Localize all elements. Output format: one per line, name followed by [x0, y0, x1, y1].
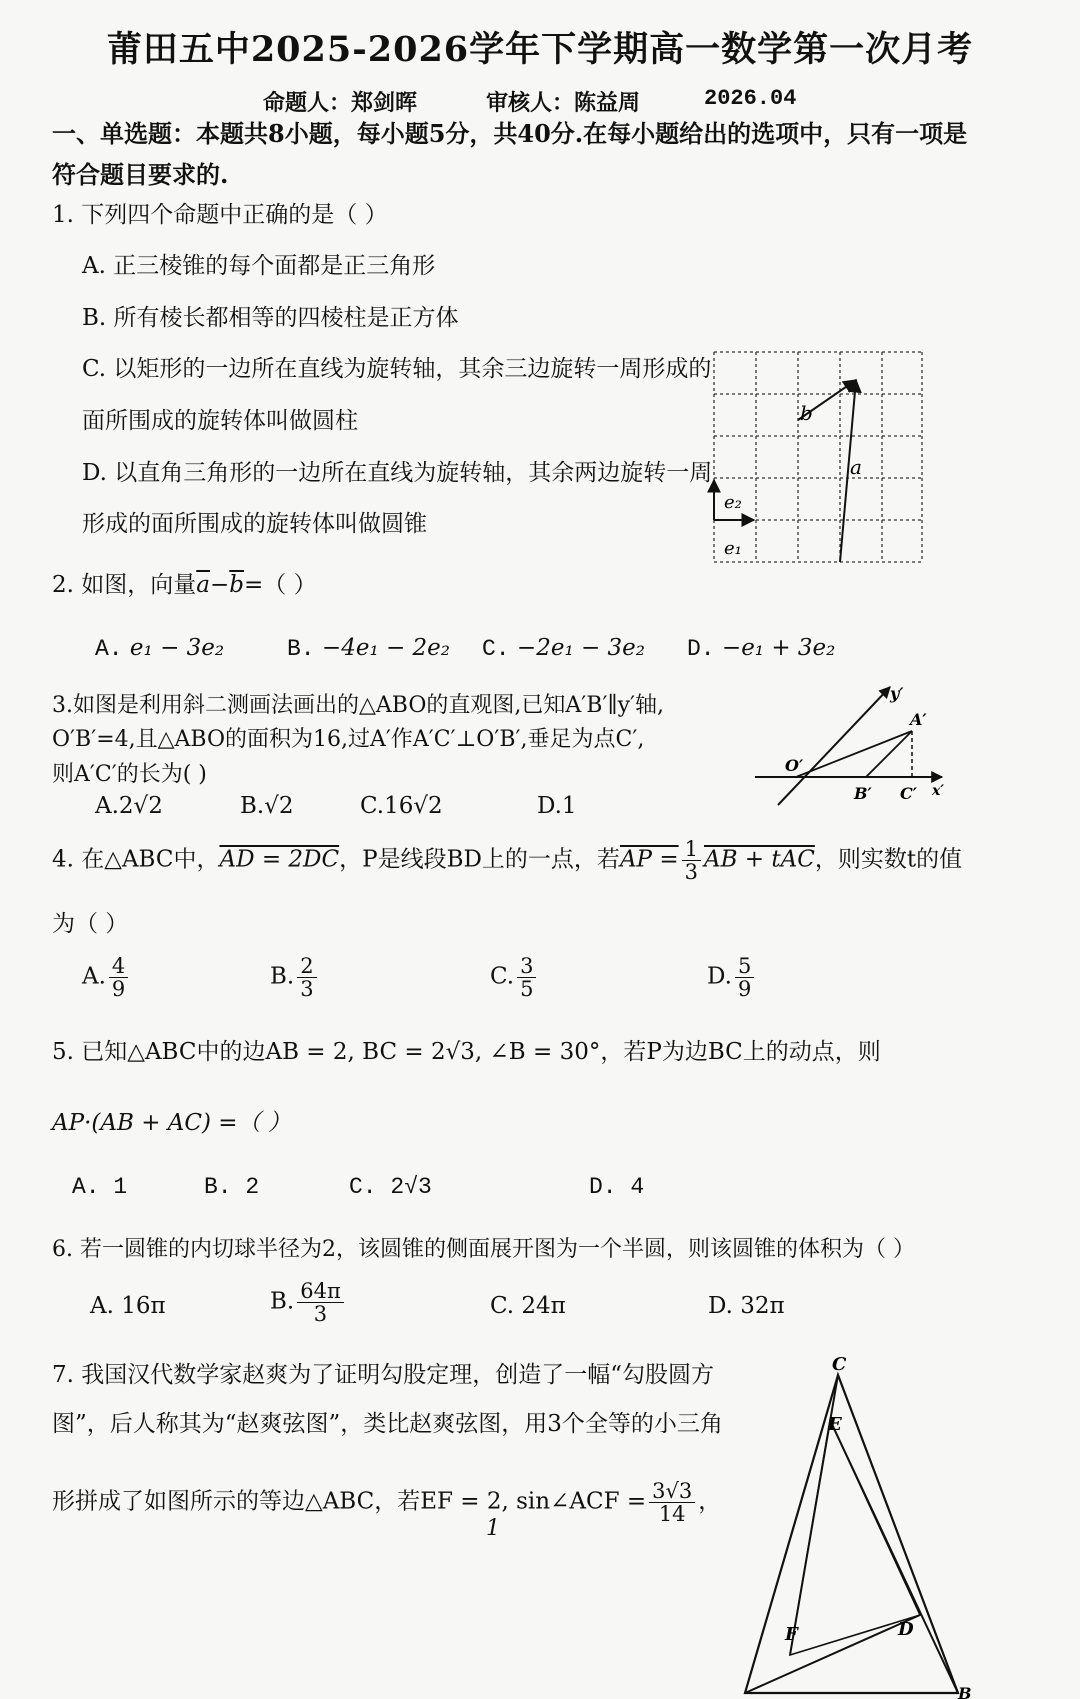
q4-option-b-label: B. [270, 963, 295, 990]
q4-b-num: 2 [297, 955, 316, 978]
q5-line1: 5. 已知△ABC中的边AB = 2, BC = 2√3, ∠B = 30°，若P为边BC上的动点，则 [52, 1039, 881, 1065]
q5-option-d: D. 4 [589, 1174, 645, 1200]
q2-minus: − [209, 572, 230, 598]
q4-stem-a: 4. 在△ABC中， [52, 846, 220, 873]
q1-option-b: B. 所有棱长都相等的四棱柱是正方体 [82, 305, 459, 331]
label-C: C [832, 1354, 847, 1375]
q4-eq2-right: AB + tAC [703, 846, 815, 873]
q4-option-b-frac [297, 955, 316, 1000]
q4-d-den: 9 [737, 977, 752, 1002]
q4-option-b [270, 955, 320, 1000]
section-heading-line1: 一、单选题：本题共8小题，每小题5分，共40分.在每小题给出的选项中，只有一项是 [52, 119, 968, 148]
label-B: B [958, 1684, 972, 1699]
label-E: E [828, 1414, 842, 1435]
q2-option-c [482, 635, 645, 662]
q1-option-d-line2: 形成的面所围成的旋转体叫做圆锥 [82, 511, 427, 537]
label-C-prime: C′ [900, 784, 917, 803]
q3-option-a: A.2√2 [95, 793, 163, 819]
q6-option-c: C. 24π [490, 1293, 566, 1319]
page-title: 莆田五中2025-2026学年下学期高一数学第一次月考 [106, 29, 974, 70]
q1-option-d-line1: D. 以直角三角形的一边所在直线为旋转轴，其余两边旋转一周 [82, 460, 713, 486]
grid-lines [714, 352, 922, 562]
q6-option-d: D. 32π [708, 1293, 785, 1319]
zhao-shuang-triangle-figure [730, 1350, 980, 1699]
label-O-prime: O′ [785, 756, 804, 775]
q2-option-a [95, 635, 224, 662]
q2-stem-text: 2. 如图，向量 [52, 572, 197, 598]
segment-AD [745, 1615, 920, 1693]
q5-option-a: A. 1 [72, 1174, 128, 1200]
label-D: D [898, 1619, 914, 1640]
q5-option-b: B. 2 [204, 1174, 260, 1200]
q4-eq1: AD = 2DC [219, 846, 340, 873]
q2-option-d-label: D. [687, 636, 715, 662]
q4-eq2-left: AP = [619, 846, 679, 873]
label-F: F [785, 1624, 798, 1645]
q1-option-a: A. 正三棱锥的每个面都是正三角形 [82, 253, 436, 279]
q7-comma: ， [698, 1488, 722, 1515]
page-mark: 1 [486, 1516, 500, 1541]
q6-option-b-label: B. [270, 1288, 295, 1315]
q4-option-a-frac [109, 955, 128, 1000]
q4-b-den: 3 [300, 977, 314, 1002]
label-b: b [800, 401, 813, 425]
q4-frac-den: 3 [684, 860, 698, 885]
q7-frac-den: 14 [658, 1502, 686, 1527]
q2-vec-a: $\overline{a}$ [196, 572, 210, 598]
q3-line3: 则A′C′的长为( ) [52, 762, 207, 787]
q6-b-num: 64π [297, 1280, 344, 1303]
q2-option-a-label: A. [95, 636, 123, 662]
q7-line3 [52, 1480, 721, 1525]
q2-option-b-expr: −4e₁ − 2e₂ [321, 635, 451, 661]
q1-option-c-line1: C. 以矩形的一边所在直线为旋转轴，其余三边旋转一周形成的 [82, 356, 712, 382]
q4-stem-b: ，P是线段BD上的一点，若 [339, 846, 620, 873]
q3-option-b: B.√2 [240, 793, 294, 819]
q6-option-b-frac [297, 1280, 344, 1325]
q5-line2: AP·(AB + AC) =（ ） [52, 1110, 291, 1136]
q1-option-c-line2: 面所围成的旋转体叫做圆柱 [82, 408, 358, 434]
oblique-drawing-figure [750, 675, 960, 830]
q4-line2: 为（ ） [52, 911, 129, 937]
q4-option-a [82, 955, 131, 1000]
q4-option-c-label: C. [490, 963, 515, 990]
q3-option-d: D.1 [537, 793, 577, 819]
q7-line2: 图”，后人称其为“赵爽弦图”，类比赵爽弦图，用3个全等的小三角 [52, 1411, 723, 1437]
q6-stem: 6. 若一圆锥的内切球半径为2，该圆锥的侧面展开图为一个半圆，则该圆锥的体积为（ ） [52, 1237, 915, 1262]
label-x-prime: x′ [932, 783, 945, 799]
q7-line1: 7. 我国汉代数学家赵爽为了证明勾股定理，创造了一幅“勾股圆方 [52, 1362, 715, 1388]
q2-stem [52, 566, 317, 599]
segment-BA [866, 731, 912, 777]
label-e2: e₂ [724, 492, 742, 513]
q6-b-den: 3 [313, 1302, 328, 1327]
q2-vec-b: $\overline{b}$ [229, 572, 244, 598]
label-y-prime: y′ [890, 684, 904, 703]
q2-option-b-label: B. [287, 636, 315, 662]
q4-frac-num: 1 [682, 838, 701, 861]
q4-c-den: 5 [520, 977, 534, 1002]
reviewer: 审核人：陈益周 [486, 90, 641, 116]
q4-fraction [682, 838, 701, 883]
q2-option-d-expr: −e₁ + 3e₂ [721, 635, 836, 661]
q7-line3-text: 形拼成了如图所示的等边△ABC，若EF = 2, sin∠ACF = [52, 1488, 647, 1515]
q7-fraction [649, 1480, 695, 1525]
q4-a-num: 4 [109, 955, 128, 978]
label-e1: e₁ [724, 538, 742, 559]
q6-option-a: A. 16π [90, 1293, 166, 1319]
q4-option-a-label: A. [82, 963, 106, 990]
q4-stem [52, 838, 962, 883]
exam-date: 2026.04 [704, 86, 797, 111]
q4-option-d-frac [735, 955, 754, 1000]
author: 命题人：郑剑晖 [263, 90, 418, 116]
q4-a-den: 9 [111, 977, 126, 1002]
q4-stem-c: ，则实数t的值 [814, 846, 963, 873]
segment-OA [796, 731, 912, 777]
q4-option-d [707, 955, 757, 1000]
q3-line1: 3.如图是利用斜二测画法画出的△ABO的直观图,已知A′B′∥y′轴, [52, 693, 665, 718]
q6-option-b [270, 1280, 347, 1325]
q2-option-b [287, 635, 450, 662]
q2-option-c-label: C. [482, 636, 510, 662]
q2-tail: =（ ） [244, 572, 317, 598]
label-B-prime: B′ [854, 784, 872, 803]
q2-option-d [687, 635, 835, 662]
label-a: a [850, 455, 862, 479]
q3-option-c: C.16√2 [360, 793, 443, 819]
q5-option-c: C. 2√3 [349, 1174, 432, 1200]
q4-option-c [490, 955, 539, 1000]
q3-line2: O′B′=4,且△ABO的面积为16,过A′作A′C′⊥O′B′,垂足为点C′, [52, 727, 645, 752]
q2-option-a-expr: e₁ − 3e₂ [129, 635, 225, 661]
label-A-prime: A′ [910, 710, 927, 729]
vector-grid-figure [700, 340, 940, 575]
q4-option-d-label: D. [707, 963, 732, 990]
q4-c-num: 3 [517, 955, 536, 978]
q4-option-c-frac [517, 955, 536, 1000]
q4-d-num: 5 [735, 955, 754, 978]
q2-option-c-expr: −2e₁ − 3e₂ [516, 635, 646, 661]
q7-frac-num: 3√3 [649, 1480, 695, 1503]
q1-stem: 1. 下列四个命题中正确的是（ ） [52, 202, 388, 228]
section-heading-line2: 符合题目要求的. [52, 160, 229, 189]
